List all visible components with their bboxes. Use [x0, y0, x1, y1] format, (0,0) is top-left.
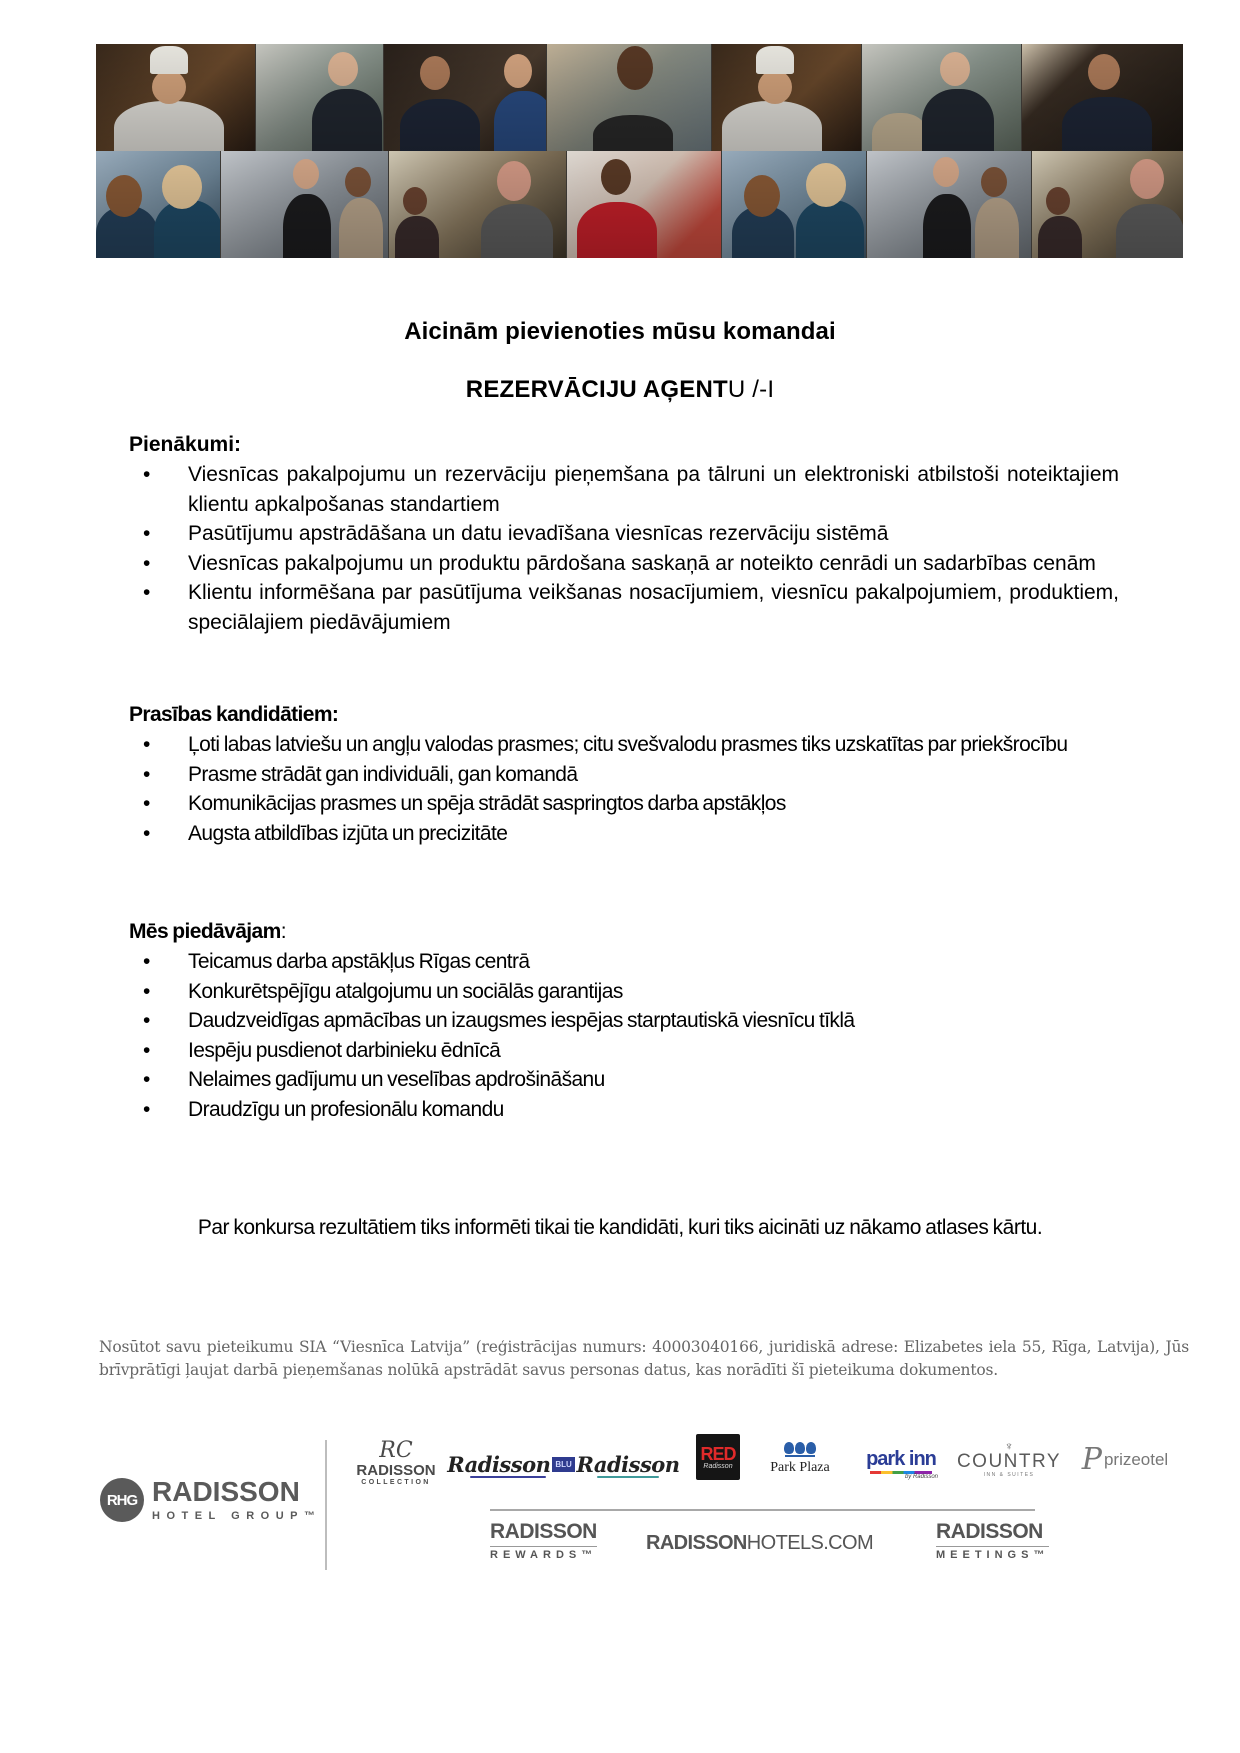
photo-cafe-staff-2: [1032, 151, 1183, 258]
photo-chef: [96, 44, 256, 151]
park-plaza-ground: [785, 1455, 815, 1457]
list-item: • Daudzveidīgas apmācības un izaugsmes iespējas starptautiskā viesnīcu tīklā: [129, 1006, 1119, 1036]
website-rest: HOTELS.COM: [746, 1532, 874, 1554]
country-inn-mark-icon: ♆: [1004, 1439, 1014, 1453]
radisson-meetings-logo: [936, 1521, 1049, 1561]
requirements-section: [129, 700, 1119, 848]
offer-section: [129, 917, 1119, 1124]
meetings-name: RADISSON: [936, 1520, 1043, 1543]
radisson-blu-logo: [447, 1444, 572, 1484]
radisson-swoosh-icon: [597, 1476, 659, 1478]
list-item: • Teicamus darba apstākļus Rīgas centrā: [129, 947, 1119, 977]
blu-name: Radisson: [447, 1451, 551, 1477]
red-sub: Radisson: [703, 1462, 733, 1470]
photo-woman-red-jacket: [567, 151, 722, 258]
rewards-name: RADISSON: [490, 1520, 597, 1543]
rhg-name: RADISSON: [152, 1476, 300, 1507]
country-inn-logo: [956, 1430, 1062, 1488]
offer-heading: [129, 917, 1119, 947]
prizeotel-logo: [1075, 1440, 1175, 1480]
radisson-collection-logo: [356, 1440, 436, 1486]
blu-swoosh-icon: [470, 1476, 546, 1478]
list-item: • Augsta atbildības izjūta un precizitāte: [129, 819, 1119, 849]
radisson-red-logo: [696, 1434, 740, 1480]
duties-list: [129, 460, 1119, 637]
duties-heading: Pienākumi:: [129, 433, 242, 456]
photo-receptionist-2: [867, 151, 1032, 258]
photo-waiter-2: [862, 44, 1022, 151]
rc-monogram-icon: RC: [379, 1438, 413, 1463]
page-title: Aicinām pievienoties mūsu komandai: [404, 318, 836, 345]
position-title: [0, 376, 1240, 404]
photo-business-man: [1022, 44, 1183, 151]
requirements-list: [129, 730, 1119, 848]
rc-sub: COLLECTION: [361, 1479, 431, 1486]
list-item: • Konkurētspējīgu atalgojumu un sociālās garantijas: [129, 977, 1119, 1007]
radisson-hotel-group-logo: [100, 1478, 321, 1522]
rhg-badge-icon: RHG: [100, 1478, 144, 1522]
prizeotel-name: prizeotel: [1103, 1450, 1169, 1469]
offer-heading-colon: :: [280, 920, 286, 943]
photo-two-women: [96, 151, 221, 258]
rhg-sub: HOTEL GROUP™: [152, 1510, 322, 1522]
website-bold: RADISSON: [646, 1532, 747, 1554]
selection-notice: Par konkursa rezultātiem tiks informēti tikai tie kandidāti, kuri tiks aicināti uz nākamo atlases kārtu.: [197, 1216, 1043, 1239]
country-inn-sub: INN & SUITES: [983, 1472, 1035, 1478]
meetings-sub: MEETINGS™: [936, 1546, 1049, 1561]
banner-top-row: [96, 44, 1183, 151]
list-item: • Prasme strādāt gan individuāli, gan komandā: [129, 760, 1119, 790]
red-name: RED: [700, 1443, 736, 1464]
list-item: • Draudzīgu un profesionālu komandu: [129, 1095, 1119, 1125]
country-inn-name: COUNTRY: [956, 1451, 1062, 1472]
radisson-rewards-logo: [490, 1521, 597, 1561]
park-inn-name: park inn: [866, 1447, 936, 1470]
photo-waiter: [256, 44, 384, 151]
list-item: • Viesnīcas pakalpojumu un rezervāciju pieņemšana pa tālruni un elektroniski atbilstoši noteiktajiem klientu apkalpošanas standartiem: [129, 460, 1119, 519]
park-inn-sub: by Radisson: [904, 1473, 938, 1480]
list-item: • Iespēju pusdienot darbinieku ēdnīcā: [129, 1036, 1119, 1066]
photo-cafe-staff: [389, 151, 567, 258]
position-title-suffix: U /-I: [727, 376, 775, 403]
list-item: • Nelaimes gadījumu un veselības apdrošināšanu: [129, 1065, 1119, 1095]
rewards-sub: REWARDS™: [490, 1546, 597, 1561]
park-plaza-trees-icon: [784, 1442, 816, 1454]
radisson-name: Radisson: [576, 1451, 680, 1477]
photo-chef-2: [712, 44, 862, 151]
rc-name: RADISSON: [356, 1462, 436, 1479]
park-inn-logo: [858, 1444, 944, 1484]
photo-business-men: [384, 44, 547, 151]
park-plaza-name: Park Plaza: [770, 1460, 830, 1475]
blu-tag: BLU: [552, 1457, 574, 1472]
requirements-heading: Prasības kandidātiem:: [129, 703, 339, 726]
duties-section: [129, 430, 1119, 637]
banner-bottom-row: [96, 151, 1183, 258]
list-item: • Pasūtījumu apstrādāšana un datu ievadīšana viesnīcas rezervāciju sistēmā: [129, 519, 1119, 549]
prizeotel-mark-icon: P: [1081, 1442, 1102, 1477]
data-privacy-disclaimer: Nosūtot savu pieteikumu SIA “Viesnīca Latvija” (reģistrācijas numurs: 40003040166, juridiskā adrese: Elizabetes iela 55, Rīga, Latvija), Jūs brīvprātīgi ļaujat darbā pieņemšanas nolūkā apstrādāt savus personas datus, kas norādīti šī pieteikuma dokumentos.: [99, 1338, 1189, 1379]
list-item: • Viesnīcas pakalpojumu un produktu pārdošana saskaņā ar noteikto cenrādi un sadarbības cenām: [129, 549, 1119, 579]
offer-list: [129, 947, 1119, 1124]
radissonhotels-website-logo: [646, 1532, 873, 1555]
park-plaza-logo: [760, 1434, 840, 1484]
photo-smiling-waiter: [547, 44, 712, 151]
rhg-wordmark: [152, 1478, 321, 1522]
photo-two-women-2: [722, 151, 867, 258]
radisson-logo: [576, 1444, 680, 1484]
logo-divider-vertical: [325, 1440, 327, 1570]
list-item: • Ļoti labas latviešu un angļu valodas prasmes; citu svešvalodu prasmes tiks uzskatītas par priekšrocību: [129, 730, 1119, 760]
position-title-bold: REZERVĀCIJU AĢENT: [465, 376, 728, 403]
photo-receptionist: [221, 151, 389, 258]
list-item: • Komunikācijas prasmes un spēja strādāt saspringtos darba apstākļos: [129, 789, 1119, 819]
logo-divider-horizontal: [490, 1509, 1035, 1511]
list-item: • Klientu informēšana par pasūtījuma veikšanas nosacījumiem, viesnīcu pakalpojumiem, produktiem, speciālajiem piedāvājumiem: [129, 578, 1119, 637]
offer-heading-text: Mēs piedāvājam: [129, 920, 281, 943]
staff-photo-banner: [96, 44, 1183, 258]
